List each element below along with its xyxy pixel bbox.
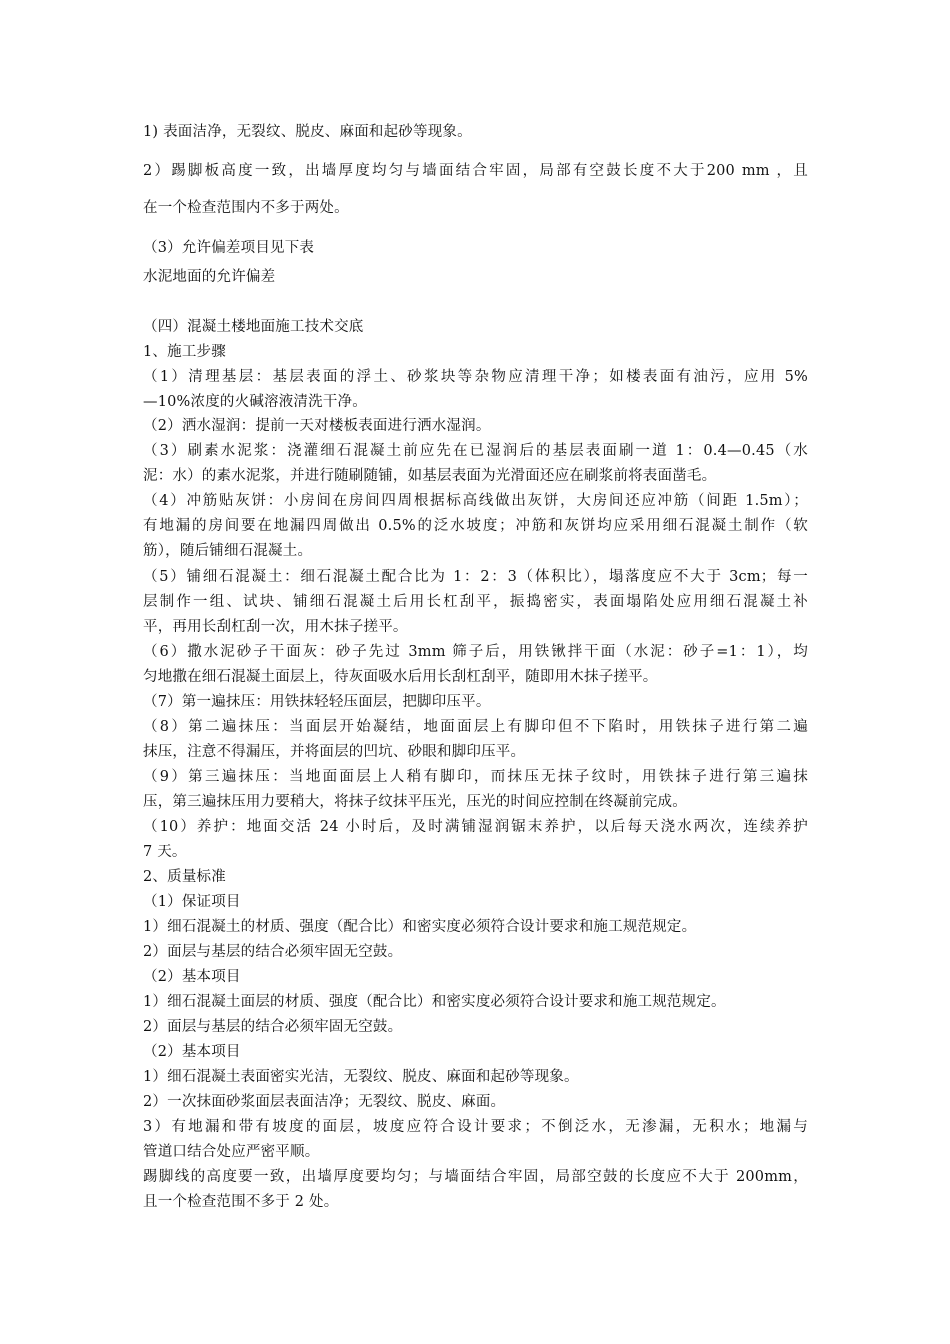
- text-line: 1）细石混凝土的材质、强度（配合比）和密实度必须符合设计要求和施工规范规定。: [143, 919, 697, 935]
- text-line: （8）第二遍抹压：当面层开始凝结，地面面层上有脚印但不下陷时，用铁抹子进行第二遍: [143, 719, 808, 735]
- text-line: （2）基本项目: [143, 969, 241, 985]
- text-line: （4）冲筋贴灰饼：小房间在房间四周根据标高线做出灰饼，大房间还应冲筋（间距 1.5m）；: [143, 493, 808, 509]
- text-line: （10）养护：地面交活 24 小时后，及时满铺湿润锯末养护，以后每天浇水两次，连续养护: [143, 819, 808, 835]
- text-line: 1）细石混凝土面层的材质、强度（配合比）和密实度必须符合设计要求和施工规范规定。: [143, 994, 726, 1010]
- text-line: （2）基本项目: [143, 1044, 241, 1060]
- subsection-heading: 2、质量标准: [143, 869, 226, 885]
- text-line: 匀地撒在细石混凝土面层上，待灰面吸水后用长刮杠刮平，随即用木抹子搓平。: [143, 669, 658, 685]
- text-line: 且一个检查范围不多于 2 处。: [143, 1194, 339, 1210]
- subsection-heading: 1、施工步骤: [143, 344, 226, 360]
- text-line: 抹压，注意不得漏压，并将面层的凹坑、砂眼和脚印压平。: [143, 744, 526, 760]
- text-line: 平，再用长刮杠刮一次，用木抹子搓平。: [143, 619, 408, 635]
- text-line: 7 天。: [143, 844, 187, 860]
- text-line: 压，第三遍抹压用力要稍大，将抹子纹抹平压光，压光的时间应控制在终凝前完成。: [143, 794, 687, 810]
- section-heading: （四）混凝土楼地面施工技术交底: [143, 319, 364, 335]
- text-line: 1）细石混凝土表面密实光洁，无裂纹、脱皮、麻面和起砂等现象。: [143, 1069, 579, 1085]
- text-line: （5）铺细石混凝土：细石混凝土配合比为 1：2：3（体积比），塌落度应不大于 3cm；每一: [143, 569, 808, 585]
- table-caption: 水泥地面的允许偏差: [143, 269, 276, 285]
- text-line: 2）踢脚板高度一致，出墙厚度均匀与墙面结合牢固，局部有空鼓长度不大于200 mm ，且: [143, 163, 808, 179]
- text-line: —10%浓度的火碱溶液清洗干净。: [143, 394, 367, 410]
- text-line: 2）一次抹面砂浆面层表面洁净；无裂纹、脱皮、麻面。: [143, 1094, 506, 1110]
- text-line: 2）面层与基层的结合必须牢固无空鼓。: [143, 1019, 403, 1035]
- text-line: （1）清理基层：基层表面的浮土、砂浆块等杂物应清理干净；如楼表面有油污，应用 5%: [143, 369, 808, 385]
- text-line: 踢脚线的高度要一致，出墙厚度要均匀；与墙面结合牢固，局部空鼓的长度应不大于 200mm，: [143, 1169, 808, 1185]
- text-line: 泥：水）的素水泥浆，并进行随刷随铺，如基层表面为光滑面还应在刷浆前将表面凿毛。: [143, 468, 717, 484]
- text-line: 3）有地漏和带有坡度的面层，坡度应符合设计要求；不倒泛水，无渗漏，无积水；地漏与: [143, 1119, 808, 1135]
- text-line: （9）第三遍抹压：当地面面层上人稍有脚印，而抹压无抹子纹时，用铁抹子进行第三遍抹: [143, 769, 808, 785]
- text-line: 层制作一组、试块、铺细石混凝土后用长杠刮平，振捣密实，表面塌陷处应用细石混凝土补: [143, 594, 808, 610]
- text-line: 2）面层与基层的结合必须牢固无空鼓。: [143, 944, 403, 960]
- text-line: （1）保证项目: [143, 894, 241, 910]
- text-line: 有地漏的房间要在地漏四周做出 0.5%的泛水坡度；冲筋和灰饼均应采用细石混凝土制作（软: [143, 518, 808, 534]
- text-line: （2）洒水湿润：提前一天对楼板表面进行洒水湿润。: [143, 418, 491, 434]
- text-line: 筋），随后铺细石混凝土。: [143, 543, 313, 559]
- text-line: （6）撒水泥砂子干面灰：砂子先过 3mm 筛子后，用铁锹拌干面（水泥：砂子=1：1），均: [143, 644, 808, 660]
- text-line: 管道口结合处应严密平顺。: [143, 1144, 320, 1160]
- text-line: 1) 表面洁净，无裂纹、脱皮、麻面和起砂等现象。: [143, 124, 472, 140]
- text-line: （3）允许偏差项目见下表: [143, 240, 315, 256]
- text-line: （3）刷素水泥浆：浇灌细石混凝土前应先在已湿润后的基层表面刷一道 1：0.4—0.45（水: [143, 443, 808, 459]
- text-line: 在一个检查范围内不多于两处。: [143, 200, 349, 216]
- text-line: （7）第一遍抹压：用铁抹轻轻压面层，把脚印压平。: [143, 694, 491, 710]
